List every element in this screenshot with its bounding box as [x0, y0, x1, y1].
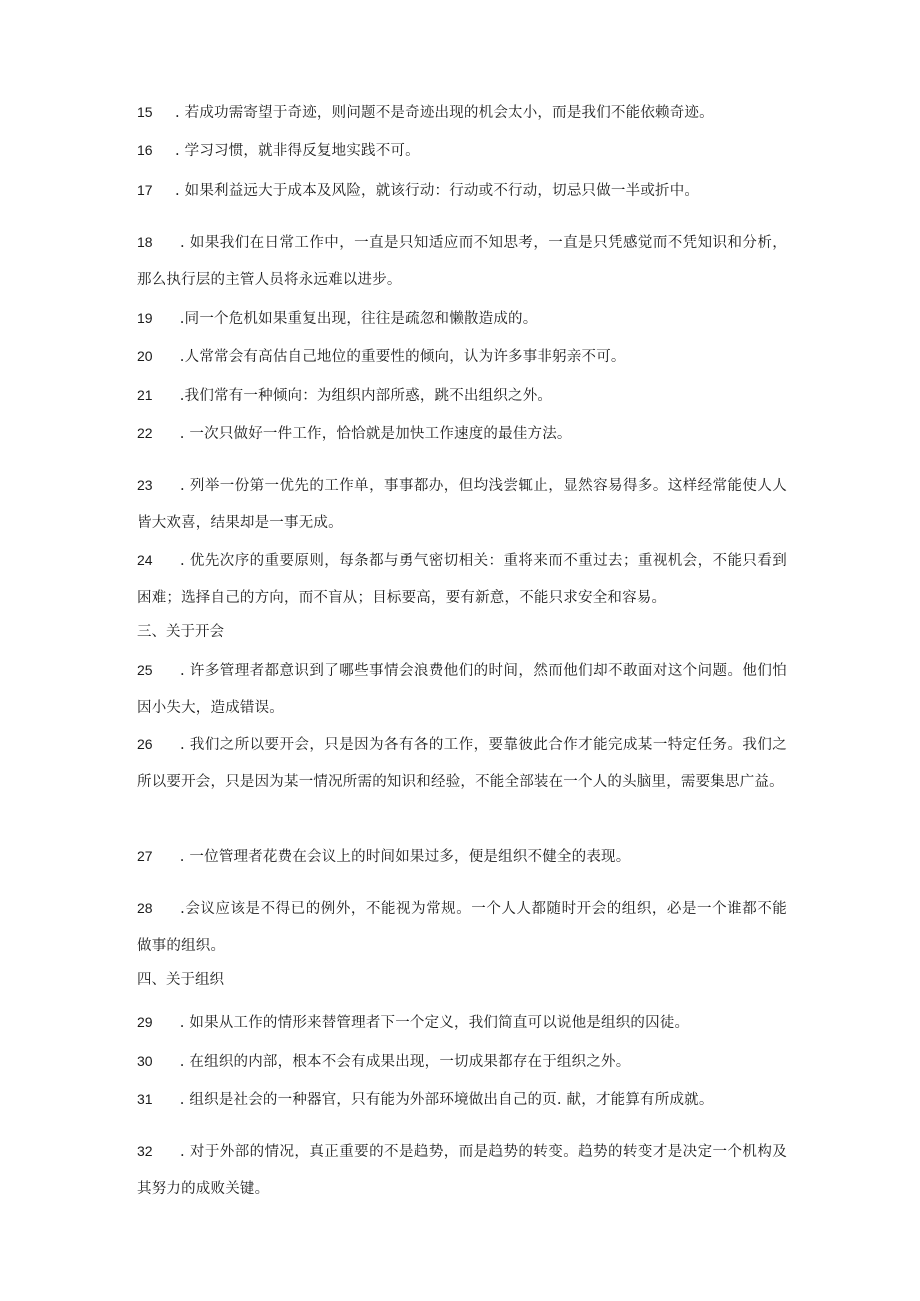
list-item [137, 1043, 787, 1081]
item-text: . 若成功需寄望于奇迹，则问题不是奇迹出现的机会太小，而是我们不能依赖奇迹。 [175, 105, 714, 121]
item-number: 25 [137, 662, 153, 678]
item-text: . 组织是社会的一种器官，只有能为外部环境做出自己的页. 献，才能算有所成就。 [175, 1092, 714, 1108]
list-item [137, 377, 787, 415]
list-item [137, 224, 787, 299]
item-number: 16 [137, 142, 153, 158]
item-number: 23 [137, 477, 153, 493]
list-item [137, 1004, 787, 1042]
list-item [137, 415, 787, 453]
item-text: .人常常会有高估自己地位的重要性的倾向，认为许多事非躬亲不可。 [175, 349, 626, 365]
item-number: 17 [137, 182, 153, 198]
item-number: 27 [137, 848, 153, 864]
item-number: 28 [137, 900, 153, 916]
list-item [137, 890, 787, 965]
section-heading: 三、关于开会 [137, 624, 224, 640]
item-text: . 一位管理者花费在会议上的时间如果过多，便是组织不健全的表现。 [175, 849, 631, 865]
list-item [137, 172, 787, 210]
list-item [137, 132, 787, 170]
list-item [137, 1081, 787, 1119]
item-text: . 列举一份第一优先的工作单，事事都办，但均浅尝辄止，显然容易得多。这样经常能使人人皆大欢喜，结果却是一事无成。 [137, 478, 787, 531]
list-item [137, 652, 787, 727]
item-text: . 许多管理者都意识到了哪些事情会浪费他们的时间，然而他们却不敢面对这个问题。他们怕因小失大，造成错误。 [137, 663, 787, 716]
list-item [137, 542, 787, 617]
item-number: 31 [137, 1091, 153, 1107]
item-text: .同一个危机如果重复出现，往往是疏忽和懒散造成的。 [175, 311, 538, 327]
item-number: 20 [137, 348, 153, 364]
section-heading: 四、关于组织 [137, 972, 224, 988]
item-text: . 如果我们在日常工作中，一直是只知适应而不知思考，一直是只凭感觉而不凭知识和分析，那么执行层的主管人员将永远难以进步。 [137, 235, 787, 288]
list-item [137, 467, 787, 542]
item-text: . 如果从工作的情形来替管理者下一个定义，我们简直可以说他是组织的囚徒。 [175, 1015, 690, 1031]
list-item [137, 300, 787, 338]
item-text: . 学习习惯，就非得反复地实践不可。 [175, 143, 420, 159]
item-number: 29 [137, 1014, 153, 1030]
item-number: 32 [137, 1143, 153, 1159]
item-number: 24 [137, 552, 153, 568]
item-text: . 对于外部的情况，真正重要的不是趋势，而是趋势的转变。趋势的转变才是决定一个机构及其努力的成败关键。 [137, 1144, 787, 1197]
item-text: . 我们之所以要开会，只是因为各有各的工作，要靠彼此合作才能完成某一特定任务。我们之所以要开会，只是因为某一情况所需的知识和经验，不能全部装在一个人的头脑里，需要集思广益。 [137, 737, 787, 790]
item-text: . 在组织的内部，根本不会有成果出现，一切成果都存在于组织之外。 [175, 1054, 631, 1070]
item-number: 15 [137, 104, 153, 120]
item-number: 22 [137, 425, 153, 441]
item-text: . 一次只做好一件工作，恰恰就是加快工作速度的最佳方法。 [175, 426, 572, 442]
list-item [137, 726, 787, 801]
item-number: 30 [137, 1053, 153, 1069]
item-number: 26 [137, 736, 153, 752]
item-number: 21 [137, 387, 153, 403]
list-item [137, 1133, 787, 1208]
item-number: 19 [137, 310, 153, 326]
item-number: 18 [137, 234, 153, 250]
list-item [137, 94, 787, 132]
item-text: . 优先次序的重要原则，每条都与勇气密切相关：重将来而不重过去；重视机会，不能只看到困难；选择自己的方向，而不盲从；目标要高，要有新意，不能只求安全和容易。 [137, 553, 787, 606]
item-text: . 如果利益远大于成本及风险，就该行动：行动或不行动，切忌只做一半或折中。 [175, 183, 700, 199]
item-text: .我们常有一种倾向：为组织内部所惑，跳不出组织之外。 [175, 388, 553, 404]
list-item [137, 338, 787, 376]
list-item [137, 838, 787, 876]
item-text: .会议应该是不得已的例外，不能视为常规。一个人人都随时开会的组织，必是一个谁都不能做事的组织。 [137, 901, 787, 954]
